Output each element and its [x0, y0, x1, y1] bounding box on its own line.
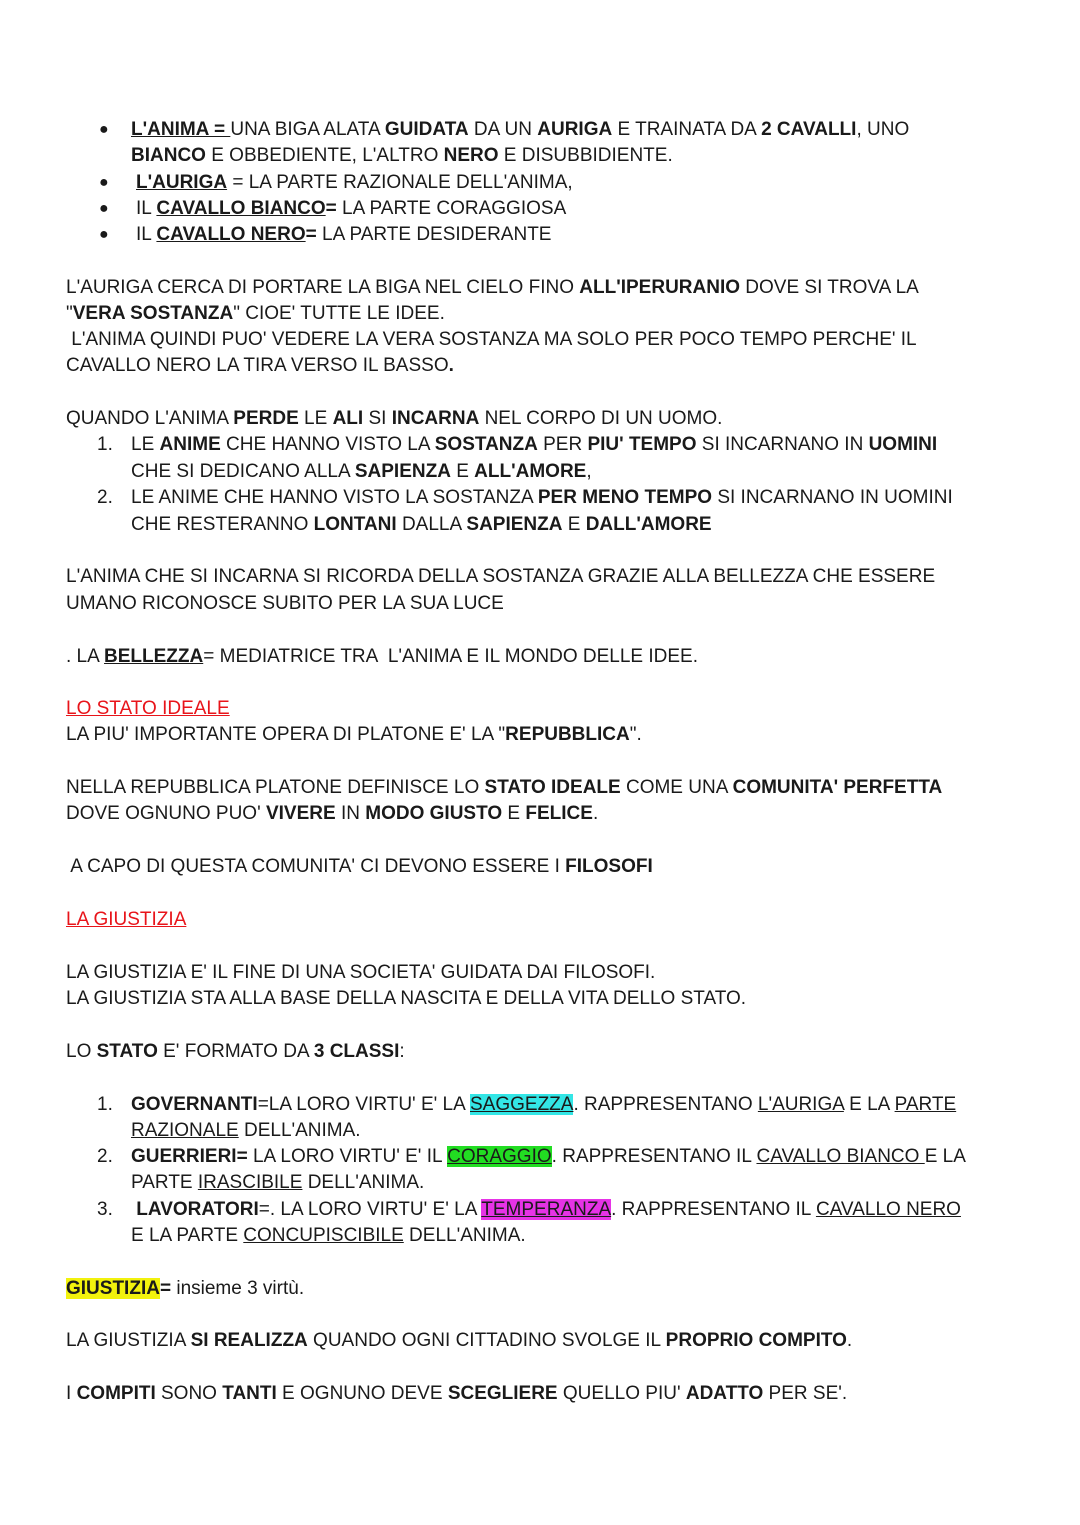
list-item-lavoratori-cont: E LA PARTE CONCUPISCIBILE DELL'ANIMA.: [131, 1225, 526, 1246]
paragraph-bellezza-mediatrice: . LA BELLEZZA= MEDIATRICE TRA L'ANIMA E IL MONDO DELLE IDEE.: [66, 646, 699, 667]
paragraph-auriga-line: CAVALLO NERO LA TIRA VERSO IL BASSO.: [66, 355, 454, 376]
paragraph-bellezza-line: L'ANIMA CHE SI INCARNA SI RICORDA DELLA SOSTANZA GRAZIE ALLA BELLEZZA CHE ESSERE: [66, 566, 936, 587]
list-number: 1.: [97, 1094, 113, 1115]
paragraph-repubblica: LA PIU' IMPORTANTE OPERA DI PLATONE E' LA "REPUBBLICA".: [66, 724, 642, 745]
list-item-governanti: GOVERNANTI=LA LORO VIRTU' E' LA SAGGEZZA. RAPPRESENTANO L'AURIGA E LA PARTE: [131, 1094, 957, 1115]
list-item-anime: LE ANIME CHE HANNO VISTO LA SOSTANZA PER MENO TEMPO SI INCARNANO IN UOMINI: [131, 487, 953, 508]
bullet-icon: ●: [99, 200, 109, 217]
bullet-icon: ●: [99, 226, 109, 243]
paragraph-auriga-line: "VERA SOSTANZA" CIOE' TUTTE LE IDEE.: [66, 303, 445, 324]
bullet-icon: ●: [99, 121, 109, 138]
list-item-anime: LE ANIME CHE HANNO VISTO LA SOSTANZA PER PIU' TEMPO SI INCARNANO IN UOMINI: [131, 434, 938, 455]
paragraph-giustizia-line: LA GIUSTIZIA STA ALLA BASE DELLA NASCITA E DELLA VITA DELLO STATO.: [66, 988, 747, 1009]
paragraph-stato-line: DOVE OGNUNO PUO' VIVERE IN MODO GIUSTO E FELICE.: [66, 803, 599, 824]
list-number: 2.: [97, 487, 113, 508]
paragraph-incarna: QUANDO L'ANIMA PERDE LE ALI SI INCARNA NEL CORPO DI UN UOMO.: [66, 408, 723, 429]
list-number: 1.: [97, 434, 113, 455]
list-item-lavoratori: LAVORATORI=. LA LORO VIRTU' E' LA TEMPERANZA. RAPPRESENTANO IL CAVALLO NERO: [131, 1199, 961, 1220]
paragraph-auriga-line: L'AURIGA CERCA DI PORTARE LA BIGA NEL CIELO FINO ALL'IPERURANIO DOVE SI TROVA LA: [66, 277, 919, 298]
paragraph-filosofi: A CAPO DI QUESTA COMUNITA' CI DEVONO ESSERE I FILOSOFI: [66, 856, 653, 877]
list-item-anime-cont: CHE SI DEDICANO ALLA SAPIENZA E ALL'AMORE,: [131, 461, 592, 482]
bullet-line-anima-cont: BIANCO E OBBEDIENTE, L'ALTRO NERO E DISUBBIDIENTE.: [131, 145, 673, 166]
heading-stato-ideale: LO STATO IDEALE: [66, 698, 230, 719]
bullet-line-auriga: L'AURIGA = LA PARTE RAZIONALE DELL'ANIMA,: [136, 172, 573, 193]
list-number: 2.: [97, 1146, 113, 1167]
bullet-line-anima: L'ANIMA = UNA BIGA ALATA GUIDATA DA UN AURIGA E TRAINATA DA 2 CAVALLI, UNO: [131, 119, 910, 140]
paragraph-virtu: GIUSTIZIA= insieme 3 virtù.: [66, 1278, 305, 1299]
paragraph-giustizia-line: LA GIUSTIZIA E' IL FINE DI UNA SOCIETA' GUIDATA DAI FILOSOFI.: [66, 962, 656, 983]
paragraph-classi: LO STATO E' FORMATO DA 3 CLASSI:: [66, 1041, 405, 1062]
paragraph-bellezza-line: UMANO RICONOSCE SUBITO PER LA SUA LUCE: [66, 593, 504, 614]
bullet-line-cavallo-nero: IL CAVALLO NERO= LA PARTE DESIDERANTE: [136, 224, 552, 245]
list-item-anime-cont: CHE RESTERANNO LONTANI DALLA SAPIENZA E DALL'AMORE: [131, 514, 712, 535]
bullet-line-cavallo-bianco: IL CAVALLO BIANCO= LA PARTE CORAGGIOSA: [136, 198, 567, 219]
heading-giustizia: LA GIUSTIZIA: [66, 909, 187, 930]
list-item-guerrieri-cont: PARTE IRASCIBILE DELL'ANIMA.: [131, 1172, 425, 1193]
bullet-icon: ●: [99, 174, 109, 191]
paragraph-stato-line: NELLA REPUBBLICA PLATONE DEFINISCE LO STATO IDEALE COME UNA COMUNITA' PERFETTA: [66, 777, 943, 798]
list-number: 3.: [97, 1199, 113, 1220]
paragraph-auriga-line: L'ANIMA QUINDI PUO' VEDERE LA VERA SOSTANZA MA SOLO PER POCO TEMPO PERCHE' IL: [66, 329, 917, 350]
list-item-guerrieri: GUERRIERI= LA LORO VIRTU' E' IL CORAGGIO. RAPPRESENTANO IL CAVALLO BIANCO E LA: [131, 1146, 966, 1167]
paragraph-compito: LA GIUSTIZIA SI REALIZZA QUANDO OGNI CITTADINO SVOLGE IL PROPRIO COMPITO.: [66, 1330, 853, 1351]
paragraph-compiti: I COMPITI SONO TANTI E OGNUNO DEVE SCEGLIERE QUELLO PIU' ADATTO PER SE'.: [66, 1383, 848, 1404]
list-item-governanti-cont: RAZIONALE DELL'ANIMA.: [131, 1120, 361, 1141]
